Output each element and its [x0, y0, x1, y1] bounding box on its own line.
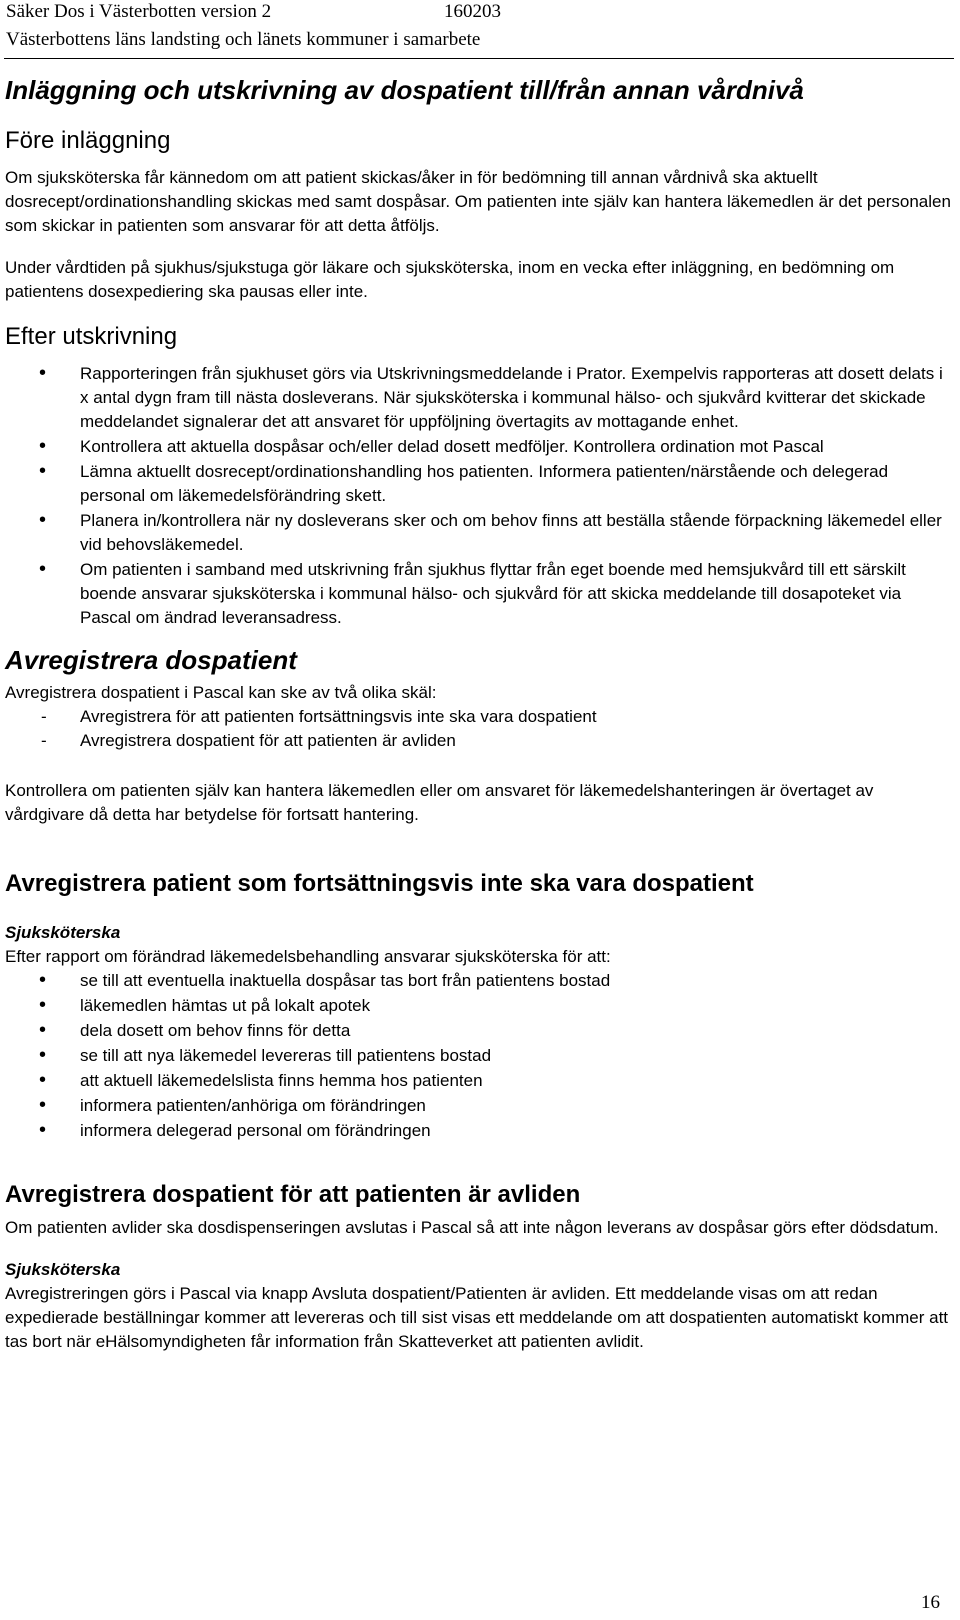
list-item: • att aktuell läkemedelslista finns hemma hos patienten	[5, 1069, 955, 1093]
dash-list	[5, 705, 955, 753]
section-paragraph: Avregistrera dospatient i Pascal kan ske av två olika skäl:	[5, 683, 437, 702]
section-heading-avliden: Avregistrera dospatient för att patienten är avliden	[5, 1181, 581, 1208]
list-item: - Avregistrera dospatient för att patienten är avliden	[5, 729, 955, 753]
list-item: • Om patienten i samband med utskrivning från sjukhus flyttar från eget boende med hemsjukvård till ett särskilt boende ansvarar sjuksköterska i kommunal hälso- och sjukvård för att skicka meddelande till dosapoteket via Pascal om ändrad leveransadress.	[5, 558, 955, 630]
list-item: • Lämna aktuellt dosrecept/ordinationshandling hos patienten. Informera patienten/närstående och delegerad personal om läkemedelsförändring skett.	[5, 460, 955, 508]
list-item: • läkemedlen hämtas ut på lokalt apotek	[5, 994, 955, 1018]
bullet-list	[5, 969, 955, 1143]
list-item: - Avregistrera för att patienten fortsättningsvis inte ska vara dospatient	[5, 705, 955, 729]
page-number: 16	[921, 1592, 940, 1613]
list-item: • Planera in/kontrollera när ny dosleverans sker och om behov finns att beställa stående förpackning läkemedel eller vid behovsläkemedel.	[5, 509, 955, 557]
header-org: Västerbottens läns landsting och länets kommuner i samarbete	[6, 29, 481, 50]
header-divider	[4, 58, 954, 59]
page-title: Inläggning och utskrivning av dospatient till/från annan vårdnivå	[5, 75, 804, 105]
section-paragraph: Avregistreringen görs i Pascal via knapp Avsluta dospatient/Patienten är avliden. Ett meddelande visas om att redan expedierade beställningar kommer att levereras och till sist visas ett meddelande om att dospatienten automatiskt kommer att tas bort när eHälsomyndigheten får information från Skatteverket att patienten avlidit.	[5, 1284, 949, 1351]
header-date: 160203	[444, 1, 501, 22]
list-item: • dela dosett om behov finns för detta	[5, 1019, 955, 1043]
list-item: • informera delegerad personal om förändringen	[5, 1119, 955, 1143]
section-paragraph: Kontrollera om patienten själv kan hantera läkemedlen eller om ansvaret för läkemedelshanteringen är övertaget av vårdgivare då detta har betydelse för fortsatt hantering.	[5, 781, 874, 824]
section-heading-avregistrera-patient: Avregistrera patient som fortsättningsvis inte ska vara dospatient	[5, 870, 754, 897]
header-doc-name: Säker Dos i Västerbotten version 2	[6, 1, 272, 22]
section-paragraph: Om patienten avlider ska dosdispenseringen avslutas i Pascal så att inte någon leverans av dospåsar görs efter dödsdatum.	[5, 1218, 939, 1237]
section-heading-fore-inlaggning: Före inläggning	[5, 127, 171, 154]
section-heading-avregistrera-dospatient: Avregistrera dospatient	[5, 645, 297, 675]
role-label: Sjuksköterska	[5, 923, 121, 942]
section-paragraph: Om sjuksköterska får kännedom om att patient skickas/åker in för bedömning till annan vårdnivå ska aktuellt dosrecept/ordinationshandling skickas med samt dospåsar. Om patienten inte själv kan hantera läkemedlen är det personalen som skickar in patienten som ansvarar för att detta åtföljs.	[5, 168, 951, 235]
list-item: • informera patienten/anhöriga om förändringen	[5, 1094, 955, 1118]
list-item: • Kontrollera att aktuella dospåsar och/eller delad dosett medföljer. Kontrollera ordination mot Pascal	[5, 435, 955, 459]
page-content	[5, 70, 955, 1354]
section-paragraph: Efter rapport om förändrad läkemedelsbehandling ansvarar sjuksköterska för att:	[5, 947, 611, 966]
section-heading-efter-utskrivning: Efter utskrivning	[5, 323, 178, 350]
list-item: • se till att eventuella inaktuella dospåsar tas bort från patientens bostad	[5, 969, 955, 993]
section-paragraph: Under vårdtiden på sjukhus/sjukstuga gör läkare och sjuksköterska, inom en vecka efter inläggning, en bedömning om patientens dosexpediering ska pausas eller inte.	[5, 258, 895, 301]
list-item: • se till att nya läkemedel levereras till patientens bostad	[5, 1044, 955, 1068]
bullet-list	[5, 362, 955, 630]
running-header	[6, 0, 501, 24]
list-item: • Rapporteringen från sjukhuset görs via Utskrivningsmeddelande i Prator. Exempelvis rapporteras att dosett delats i x antal dygn fram till nästa dosleverans. När sjuksköterska i kommunal hälso- och sjukvård kvitterar det skickade meddelandet signalerar det att ansvaret för uppföljning övertagits av mottagande enhet.	[5, 362, 955, 434]
role-label: Sjuksköterska	[5, 1260, 121, 1279]
